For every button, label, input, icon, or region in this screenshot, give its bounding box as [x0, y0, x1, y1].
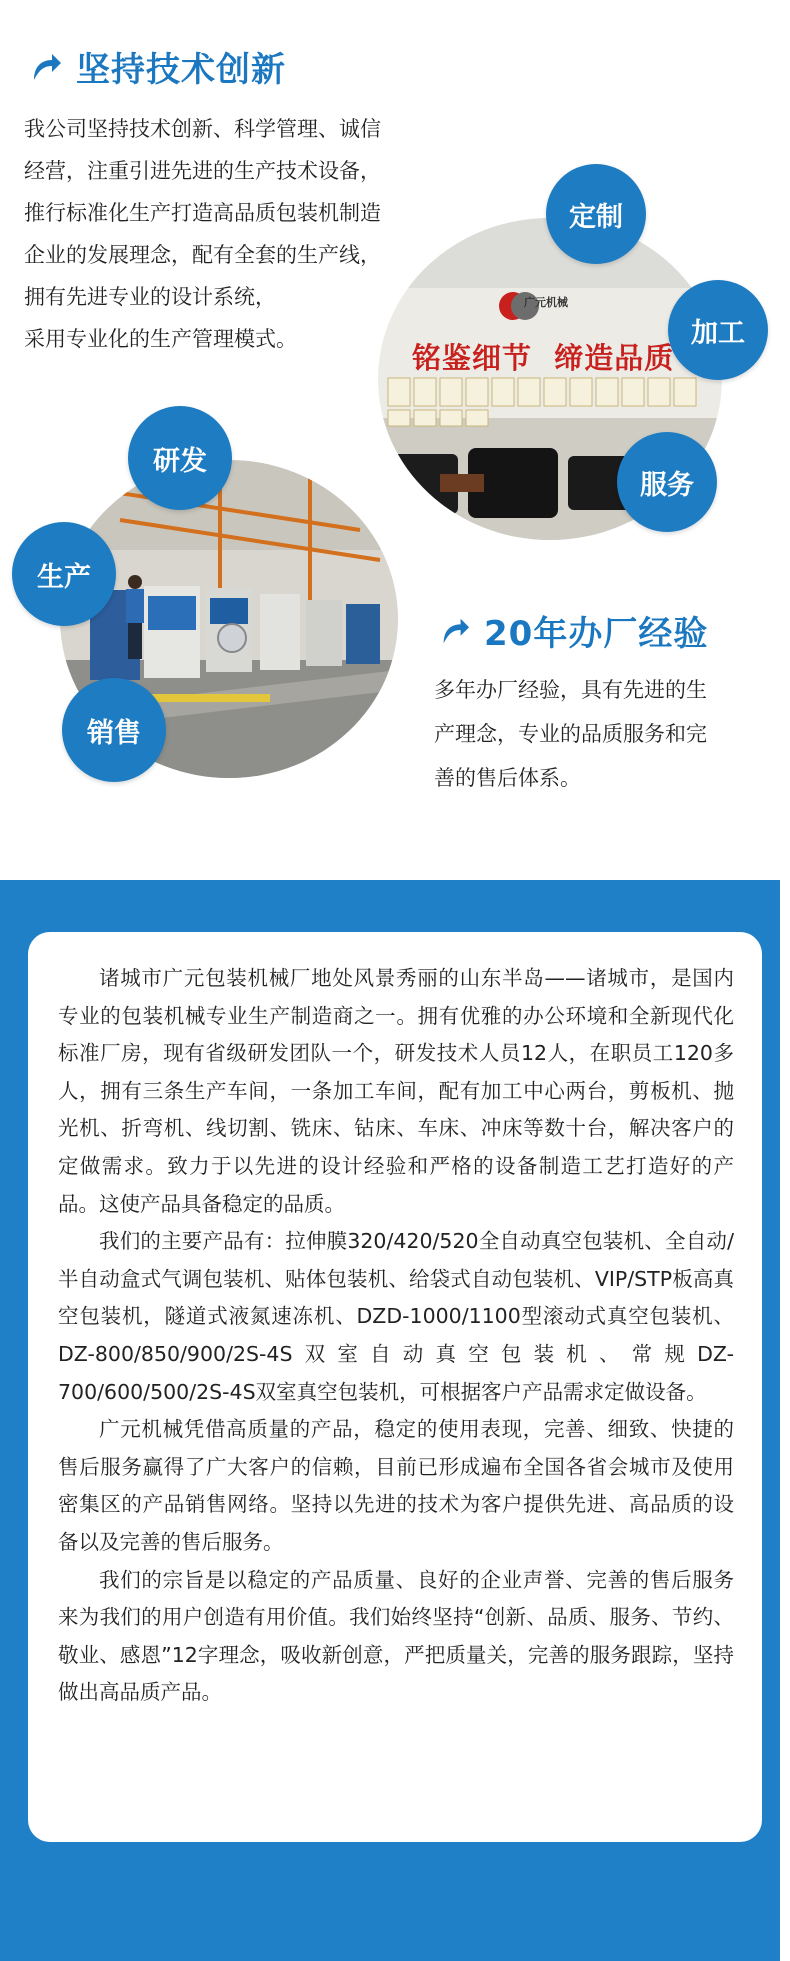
section-title: 坚持技术创新: [76, 50, 286, 90]
text-line: 多年办厂经验，具有先进的生: [434, 678, 707, 702]
badge-sales: 销售: [62, 678, 166, 782]
edge-strip: [780, 880, 790, 1961]
text-line: 经营，注重引进先进的生产技术设备，: [24, 159, 381, 183]
curved-arrow-icon: [28, 50, 62, 84]
badge-process: 加工: [668, 280, 768, 380]
curved-arrow-icon: [438, 615, 470, 647]
text-line: 采用专业化的生产管理模式。: [24, 327, 297, 351]
intro-card: [28, 932, 762, 1842]
text-line: 善的售后体系。: [434, 766, 581, 790]
text-line: 产理念，专业的品质服务和完: [434, 722, 707, 746]
section-heading-experience: [438, 606, 708, 655]
intro-paragraph: 广元机械凭借高质量的产品，稳定的使用表现，完善、细致、快捷的售后服务赢得了广大客户的信赖，目前已形成遍布全国各省会城市及使用密集区的产品销售网络。坚持以先进的技术为客户提供先进、高品质的设备以及完善的售后服务。: [58, 1417, 734, 1554]
slogan-text: 铭鉴细节 缔造品质: [412, 341, 675, 375]
section-title: 20年办厂经验: [484, 614, 709, 654]
text-line: 拥有先进专业的设计系统，: [24, 285, 276, 309]
badge-production: 生产: [12, 522, 116, 626]
badge-rnd: 研发: [128, 406, 232, 510]
intro-paragraph: 诸城市广元包装机械厂地处风景秀丽的山东半岛——诸城市，是国内专业的包装机械专业生产制造商之一。拥有优雅的办公环境和全新现代化标准厂房，现有省级研发团队一个，研发技术人员12人，在职员工120多人，拥有三条生产车间，一条加工车间，配有加工中心两台，剪板机、抛光机、折弯机、线切割、铣床、钻床、车床、冲床等数十台，解决客户的定做需求。致力于以先进的设计经验和严格的设备制造工艺打造好的产品。这使产品具备稳定的品质。: [58, 966, 734, 1216]
section-heading-innovation: [28, 42, 286, 91]
intro-text: [58, 960, 734, 1712]
text-line: 企业的发展理念，配有全套的生产线，: [24, 243, 381, 267]
intro-paragraph: 我们的宗旨是以稳定的产品质量、良好的企业声誉、完善的售后服务来为我们的用户创造有用价值。我们始终坚持“创新、品质、服务、节约、敬业、感恩”12字理念，吸收新创意，严把质量关，完善的服务跟踪，坚持做出高品质产品。: [58, 1567, 734, 1705]
badge-customize: 定制: [546, 164, 646, 264]
experience-text: [434, 668, 764, 800]
badge-service: 服务: [617, 432, 717, 532]
text-line: 我公司坚持技术创新、科学管理、诚信: [24, 117, 381, 141]
logo-text: 广元机械: [524, 296, 568, 309]
text-line: 推行标准化生产打造高品质包装机制造: [24, 201, 381, 225]
intro-paragraph: 我们的主要产品有：拉伸膜320/420/520全自动真空包装机、全自动/半自动盒式气调包装机、贴体包装机、给袋式自动包装机、VIP/STP板高真空包装机，隧道式液氮速冻机、DZD-1000/1100型滚动式真空包装机、DZ-800/850/900/2S-4S双室自动真空包装机、常规DZ-700/600/500/2S-4S双室真空包装机，可根据客户产品需求定做设备。: [58, 1229, 734, 1404]
